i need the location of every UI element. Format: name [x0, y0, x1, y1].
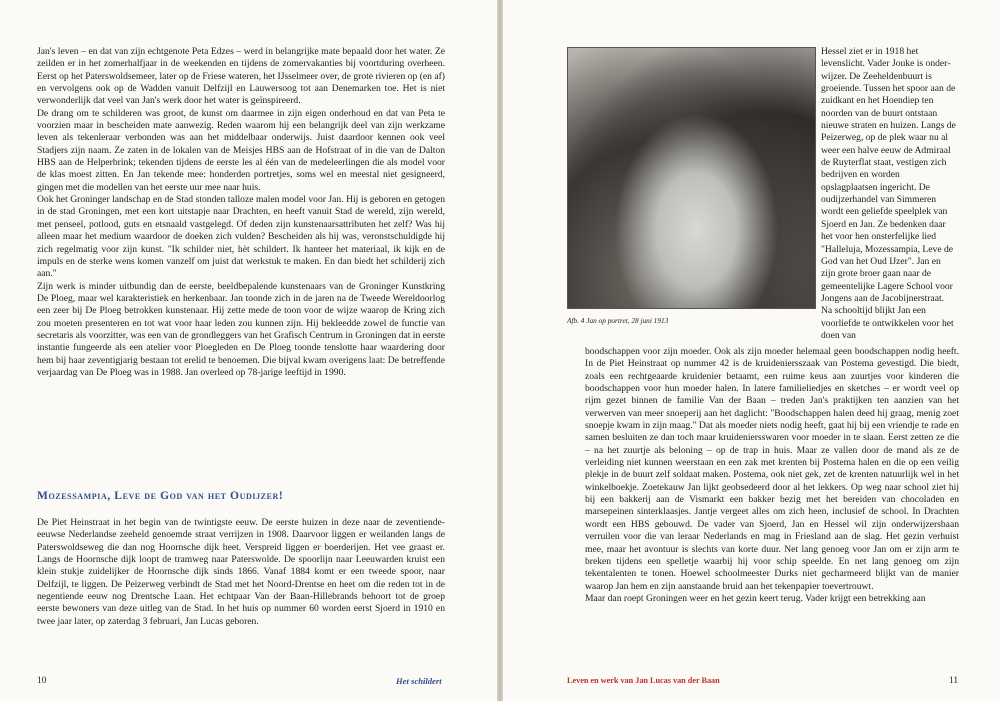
paragraph: De drang om te schilderen was groot, de kunst om daarmee in zijn eigen onderhoud en dat van Peta te voorzien maar in bescheiden mate aanwezig. Reden waarom hij een belangrijk deel van zijn werkzame leven als tekenleraar verbonden was aan het middelbaar onderwijs. Juist daardoor kennen ook veel Stadjers zijn naam. Ze zaten in de lokalen van de Meisjes HBS aan de Hofstraat of in die van de Dalton HBS aan de Helperbrink; tekenden tijdens de eerste les al één van de medeleerlingen die als model voor de klas moest zitten. En Jan tekende mee: honderden portretjes, soms wel en meestal niet gesigneerd, gingen met die modellen van het eerste uur mee naar huis. [37, 107, 445, 193]
running-footer: Leven en werk van Jan Lucas van der Baan [567, 676, 720, 685]
right-page [503, 0, 1000, 701]
full-width-text [585, 346, 959, 605]
running-footer: Het schildert [396, 676, 442, 686]
paragraph: Ook het Groninger landschap en de Stad stonden talloze malen model voor Jan. Hij is geboren en getogen in de stad Groningen, met een kort uitstapje naar Drachten, en heeft vanuit Stad de wereld, zijn wereld, met penseel, potlood, guts en etsnaald vastgelegd. Of deden zijn kunstenaarsattributen het zelf? Was hij alleen maar het medium waardoor de doeken zich vulden? Bescheiden als hij was, veronstschuldigde hij zich regelmatig voor zijn kunst. "Ik schilder niet, hèt schildert. Ik hanteer het materiaal, ik kijk en de impuls en de sterke wens komen vanzelf om juist dat werkstuk te maken. En dan biedt het schilderij zich aan." [37, 194, 445, 280]
paragraph: Maar dan roept Groningen weer en het gezin keert terug. Vader krijgt een betrekking aan [585, 592, 926, 604]
section-heading: Mozessampia, Leve de God van het Oudijzer! [37, 490, 284, 502]
paragraph: De Piet Heinstraat in het begin van de twintigste eeuw. De eerste huizen in deze naar de zeventiende-eeuwse Nederlandse zeeheld genoemde straat verrijzen in 1908. Daarvoor liggen er weilanden langs de Paterswoldseweg die dan nog Hoornsche dijk heet. Verspreid liggen er boerderijen. Het vee graast er. Langs de Hoornsche dijk loopt de tramweg naar Paterswolde. De spoorlijn naar Leeuwarden kruist een klein stukje zuidelijker de Hoornsche dijk sinds 1866. Vanaf 1884 komt er een tweede spoor, naar Delfzijl, te liggen. De Peizerweg verbindt de Stad met het Noord-Drentse en heet om die reden tot in de negentiende eeuw nog Drentsche Laan. Het echtpaar Van der Baan-Hillebrands behoort tot de groep eerste bewoners van deze uitleg van de Stad. In het huis op nummer 60 worden eerst Sjoerd in 1910 en twee jaar later, op zaterdag 3 februari, Jan Lucas geboren. [37, 517, 445, 627]
page-number: 10 [37, 676, 47, 686]
left-page-section-text [37, 517, 445, 628]
paragraph: boodschappen voor zijn moeder. Ook als zijn moeder helemaal geen boodschappen nodig heeft. In de Piet Heinstraat op nummer 42 is de kruideniersszaak van Postema gevestigd. Die biedt, zoals een rechtgeaarde kruidenier betaamt, een ruime keus aan zuurtjes voor kinderen die boodschappen voor hun moeder halen. In latere familieliedjes en sketches – er wordt veel op rijm gezet binnen de familie Van der Baan – treden Jan's praktijken ten aanzien van het verwerven van meer snoeperij aan het daglicht: "Boodschappen halen deed hij graag, menig zoet snoepje kwam in zijn maag." Dat als moeder niets nodig heeft, gaat hij bij een vriendje te rade en samen besluiten ze dan toch maar kruideniersswaren voor moeder in te slaan. Eerst zetten ze die – na het zuurtje als beloning – op de trap in huis. Maar ze vallen door de mand als ze de verleiding niet kunnen weerstaan en een zak met krenten bij Postema halen en die op een veilig plekje in de buurt zelf soldaat maken. Postema, ook niet gek, zet de krenten natuurlijk wel in het winkelboekje. Zoetekauw Jan lijkt geobsedeerd door al het lekkers. Op weg naar school ziet hij bij een bakkerij aan de Vismarkt een bakker bezig met het bereiden van chocoladen en marsepeinen sinterklaasjes. Jantje vergeet alles om zich heen, inclusief de school. In Drachten wordt een HBS gebouwd. De vader van Sjoerd, Jan en Hessel wil zijn onderwijzersbaan verruilen voor die van leraar Nederlands en mag in Friesland aan de slag. Het gezin verhuist mee, maar het avontuur is slechts van korte duur. Net lang genoeg voor Jan om er zijn arm te breken tijdens een spelletje waarbij hij voor schip speelde. En net lang genoeg om zijn tekentalenten te tonen. Hoewel schoolmeester Durks niet gecharmeerd blijkt van de manier waarop Jan hem en zijn aanstaande bruid aan het tekenpapier toevertrouwt. [585, 346, 959, 592]
side-column-text [821, 46, 957, 342]
paragraph: Hessel ziet er in 1918 het levenslicht. Vader Jouke is onderwijzer. De Zeeheldenbuurt is groeiende. Tussen het spoor aan de zuidkant en het Hoendiep ten noorden van de buurt ontstaan nieuwe straten en huizen. Langs de Peizerweg, op de plek waar nu al weer een halve eeuw de Admiraal de Ruyterflat staat, vestigen zich bedrijven en worden opslagplaatsen ingericht. De oudijzerhandel van Simmeren wordt een geliefde speelplek van Sjoerd en Jan. Ze bedenken daar het voor hen onsterfelijke lied "Halleluja, Mozessampia, Leve de God van het Oud IJzer". Jan en zijn grote broer gaan naar de gemeentelijke Lagere School voor Jongens aan de Jacobijnerstraat. Na schooltijd blijkt Jan een voorliefde te ontwikkelen voor het doen van [821, 46, 956, 341]
photo-caption: Afb. 4 Jan op portret, 28 juni 1913 [567, 316, 669, 325]
paragraph: Zijn werk is minder uitbundig dan de eerste, beeldbepalende kunstenaars van de Groninger Kunstkring De Ploeg, maar wel karakteristiek en herkenbaar. Jan toonde zich in de jaren na de Tweede Wereldoorlog een zeer bij De Ploeg betrokken kunstenaar. Hij zette mede de toon voor de wijze waarop de Kring zich zou moeten presenteren en tot wat voor haar leden zou kunnen zijn. Hij bekleedde zowel de functie van secretaris als voorzitter, was een van de grondleggers van het Grafisch Centrum in Groningen dat in eerste instantie fungeerde als een atelier voor Ploegleden en De Ploeg toonde tenslotte haar waardering door hem bij haar zeventigjarig bestaan tot erelid te benoemen. Die bijval kwam overigens laat: De betreffende verjaardag van De Ploeg was in 1988. Jan overleed op 78-jarige leeftijd in 1990. [37, 280, 446, 378]
paragraph: Jan's leven – en dat van zijn echtgenote Peta Edzes – werd in belangrijke mate bepaald door het water. Ze zeilden er in het zomerhalfjaar in de weekenden en tijdens de zomervakanties bij voortduring overheen. Eerst op het Paterswoldsemeer, later op de Friese wateren, het IJsselmeer over, de grote rivieren op (en af) en vervolgens ook op de Wadden vanuit Delfzijl en Lauwersoog tot aan Denemarken toe. Het is niet verwonderlijk dat veel van Jan's werk door het water is geïnspireerd. [37, 46, 445, 107]
left-page [0, 0, 497, 701]
left-page-intro-text [37, 46, 445, 379]
page-number: 11 [949, 676, 959, 686]
baby-portrait-photo [567, 47, 816, 309]
